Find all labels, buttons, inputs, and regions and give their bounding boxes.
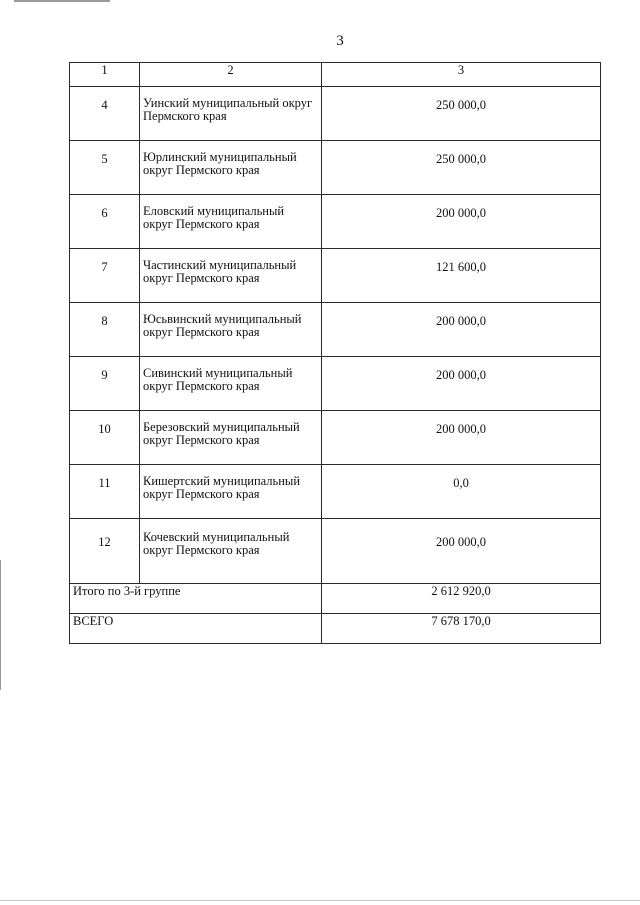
municipality-name-line1: Кишертский муниципальный (143, 474, 301, 488)
column-header-name: 2 (140, 63, 322, 87)
table-row (70, 357, 601, 411)
row-number: 4 (70, 87, 140, 141)
table-row (70, 141, 601, 195)
row-number: 5 (70, 141, 140, 195)
municipality-name-line2: Пермского края (143, 109, 227, 123)
table-row (70, 411, 601, 465)
table-row (70, 303, 601, 357)
municipality-name-line1: Юсьвинский муниципальный (143, 312, 302, 326)
total-amount: 7 678 170,0 (322, 614, 601, 644)
amount: 200 000,0 (322, 195, 601, 249)
row-number: 9 (70, 357, 140, 411)
municipality-name-line2: округ Пермского края (143, 543, 260, 557)
row-number: 11 (70, 465, 140, 519)
row-number: 8 (70, 303, 140, 357)
amount: 250 000,0 (322, 141, 601, 195)
amount: 0,0 (322, 465, 601, 519)
total-label: ВСЕГО (70, 614, 322, 644)
municipality-name-line2: округ Пермского края (143, 325, 260, 339)
scan-artifact-bottom (0, 900, 640, 901)
table-row (70, 249, 601, 303)
municipality-name-line2: округ Пермского края (143, 217, 260, 231)
table-row (70, 195, 601, 249)
row-number: 6 (70, 195, 140, 249)
municipality-name-line1: Уинский муниципальный округ (143, 96, 313, 110)
municipality-name-line2: округ Пермского края (143, 379, 260, 393)
column-header-amount: 3 (322, 63, 601, 87)
total-row (70, 614, 601, 644)
amount: 200 000,0 (322, 303, 601, 357)
row-number: 12 (70, 519, 140, 584)
municipality-name-line2: округ Пермского края (143, 487, 260, 501)
municipality-name (140, 465, 322, 519)
amount: 250 000,0 (322, 87, 601, 141)
municipality-name (140, 357, 322, 411)
page-number: 3 (336, 33, 344, 49)
municipality-name-line2: округ Пермского края (143, 163, 260, 177)
municipality-name (140, 303, 322, 357)
municipality-name-line2: округ Пермского края (143, 271, 260, 285)
municipality-name-line1: Березовский муниципальный (143, 420, 300, 434)
table-row (70, 87, 601, 141)
table-row (70, 519, 601, 584)
municipality-name-line1: Частинский муниципальный (143, 258, 297, 272)
municipality-name (140, 87, 322, 141)
amount: 200 000,0 (322, 519, 601, 584)
table-row (70, 465, 601, 519)
municipality-name (140, 411, 322, 465)
municipality-name (140, 141, 322, 195)
scan-artifact-top (14, 0, 110, 2)
table-header-row (70, 63, 601, 87)
municipality-name-line1: Кочевский муниципальный (143, 530, 290, 544)
municipality-name-line2: округ Пермского края (143, 433, 260, 447)
amount: 200 000,0 (322, 411, 601, 465)
subtotal-label: Итого по 3-й группе (70, 584, 322, 614)
municipality-name-line1: Сивинский муниципальный (143, 366, 293, 380)
municipality-name (140, 249, 322, 303)
column-header-number: 1 (70, 63, 140, 87)
municipality-name-line1: Еловский муниципальный (143, 204, 285, 218)
amount: 121 600,0 (322, 249, 601, 303)
subtotal-amount: 2 612 920,0 (322, 584, 601, 614)
subtotal-row (70, 584, 601, 614)
distribution-table (69, 62, 601, 644)
amount: 200 000,0 (322, 357, 601, 411)
row-number: 7 (70, 249, 140, 303)
municipality-name (140, 195, 322, 249)
municipality-name (140, 519, 322, 584)
row-number: 10 (70, 411, 140, 465)
municipality-name-line1: Юрлинский муниципальный (143, 150, 297, 164)
scan-artifact-left-edge (0, 560, 1, 690)
